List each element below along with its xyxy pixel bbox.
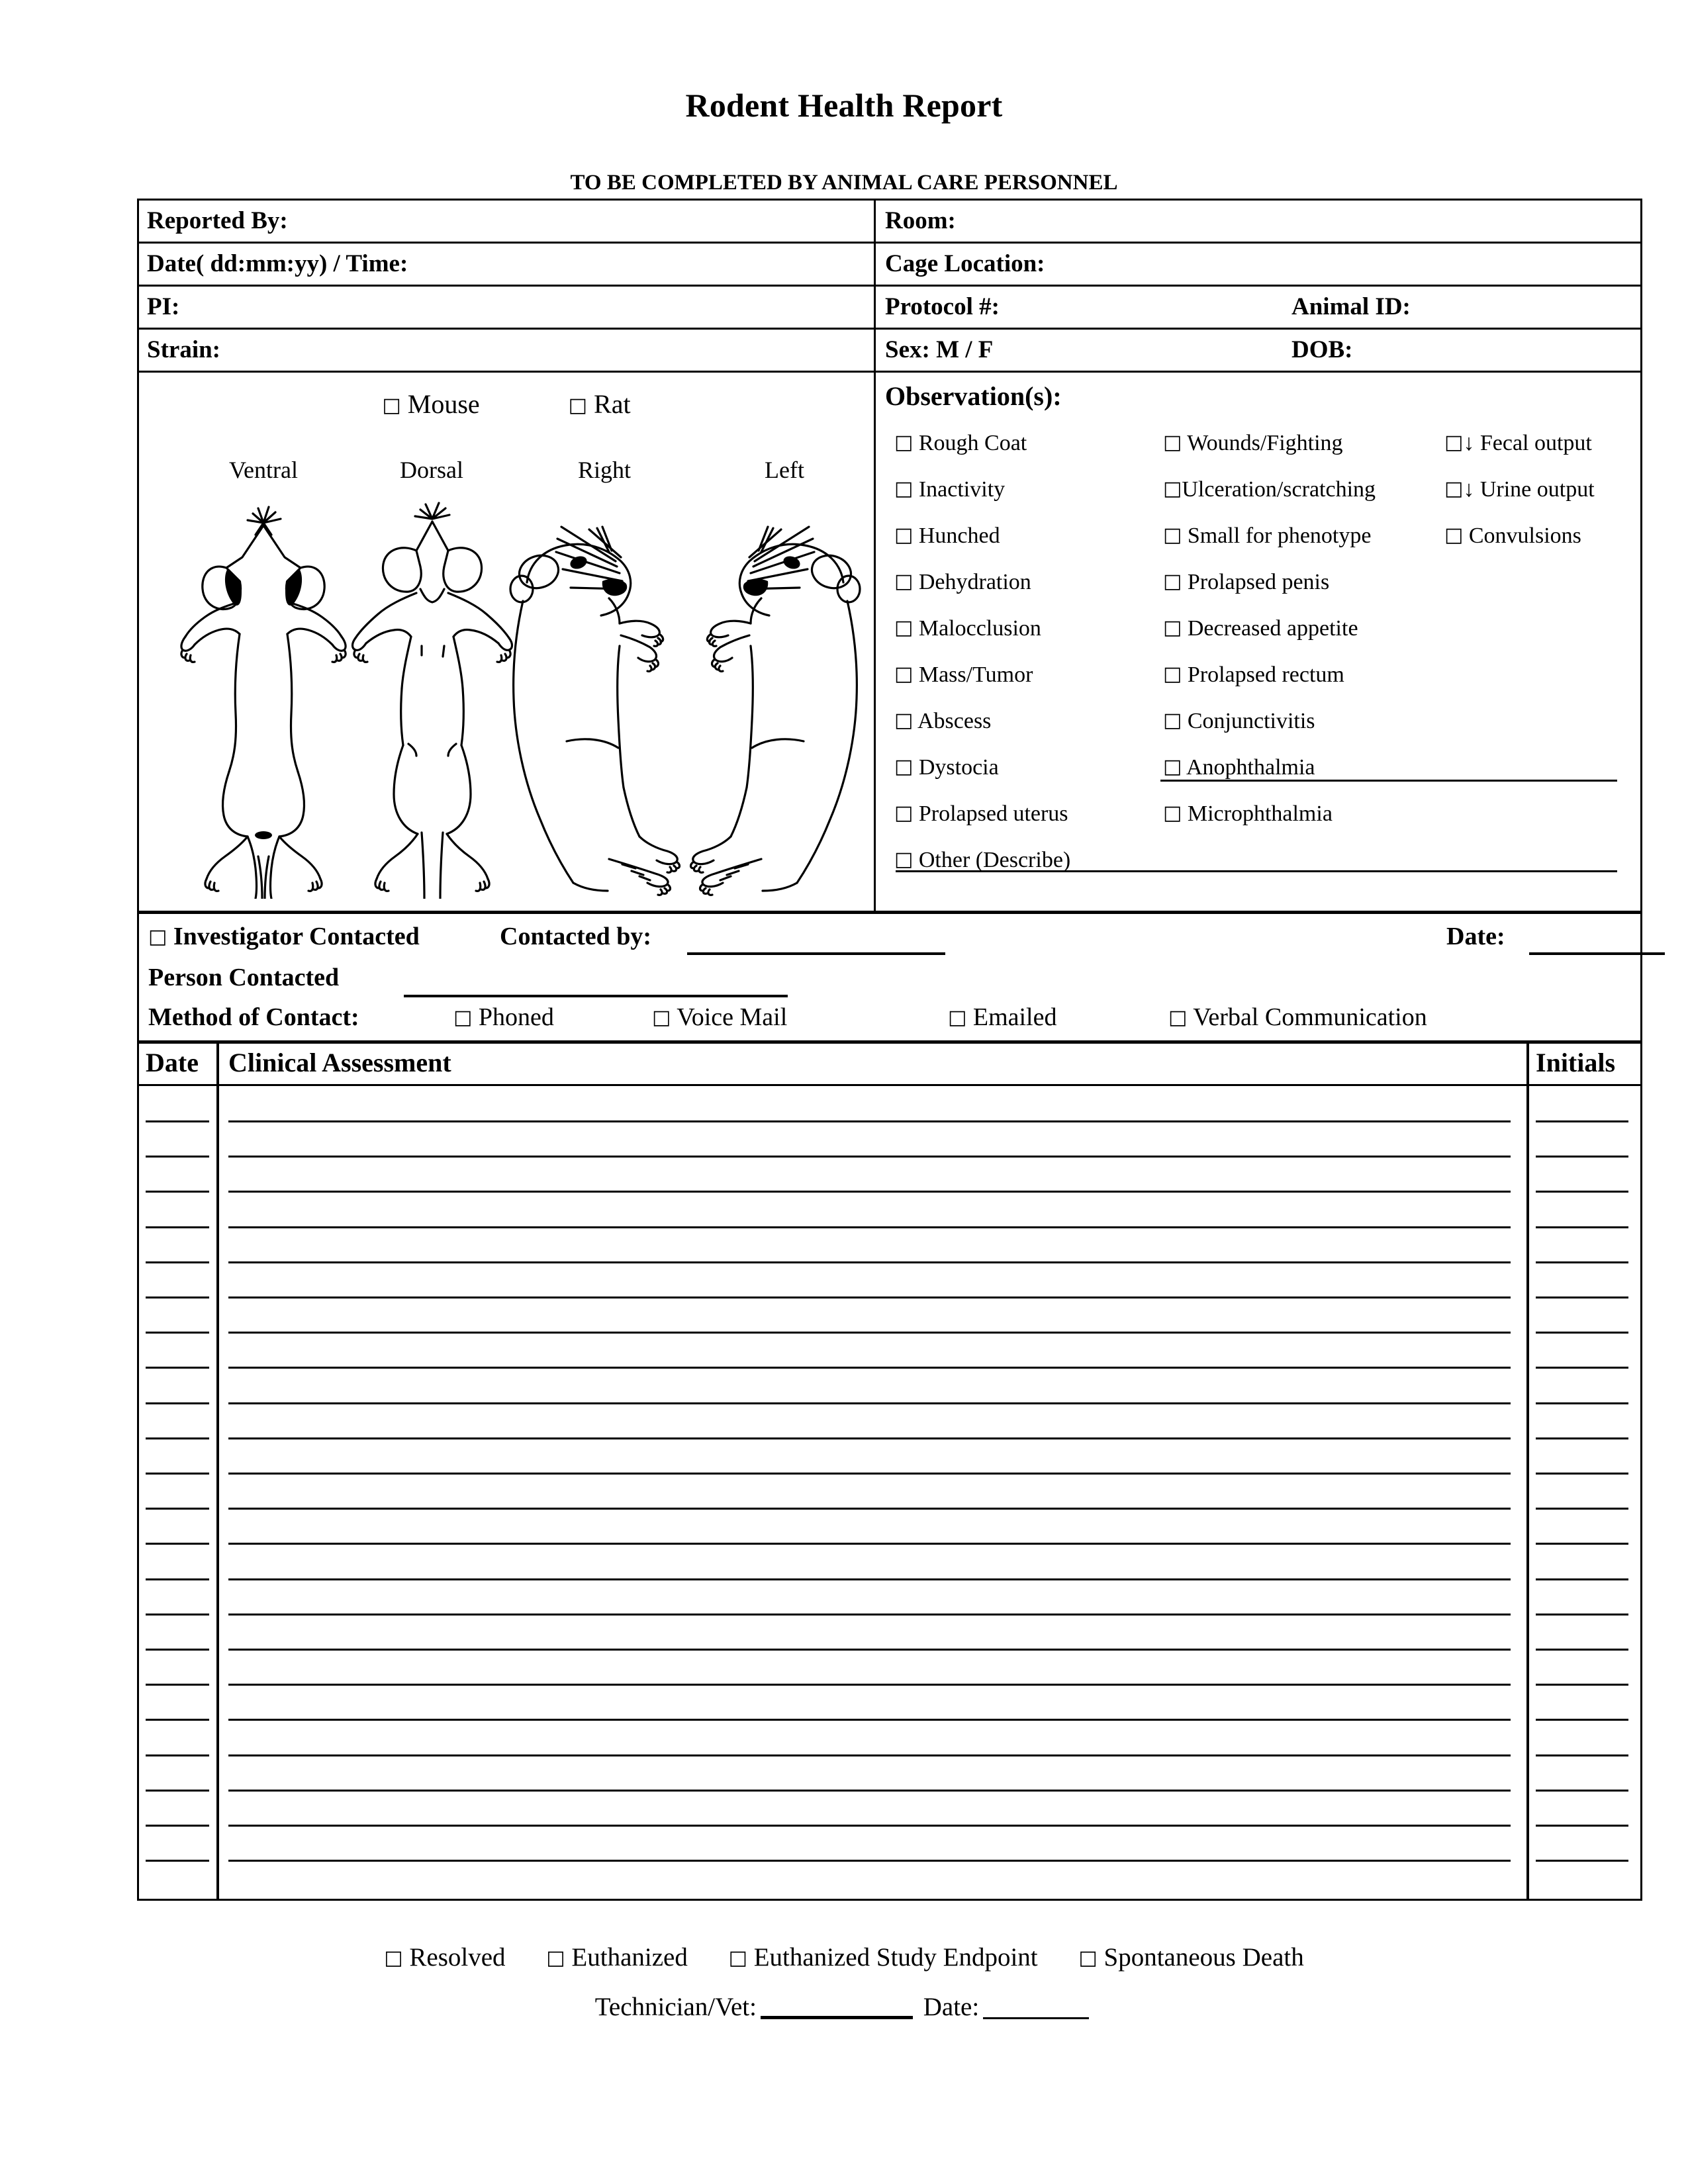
assessment-date-line[interactable] xyxy=(146,1473,209,1475)
outcome-option-euthanized-label: Euthanized xyxy=(571,1943,688,1972)
assessment-date-line[interactable] xyxy=(146,1790,209,1792)
field-label-sex[interactable] xyxy=(876,330,1640,371)
checkbox-icon[interactable]: □ xyxy=(894,570,914,593)
observation-ulceration-scratching[interactable] xyxy=(1163,478,1376,501)
assessment-initials-line[interactable] xyxy=(1536,1473,1628,1475)
observation-dehydration[interactable] xyxy=(894,571,1031,594)
column-header-initials: Initials xyxy=(1536,1048,1616,1077)
assessment-clinical-line[interactable] xyxy=(228,1367,1511,1369)
assessment-clinical-line[interactable] xyxy=(228,1473,1511,1475)
rodent-diagram-panel xyxy=(139,373,876,911)
rodent-right-lateral-view xyxy=(510,527,680,895)
column-header-date: Date xyxy=(139,1044,219,1084)
assessment-date-line[interactable] xyxy=(146,1754,209,1756)
assessment-date-line[interactable] xyxy=(146,1825,209,1827)
observation-malocclusion[interactable] xyxy=(894,617,1041,640)
observation-prolapsed-rectum[interactable] xyxy=(1163,664,1344,686)
assessment-initials-line[interactable] xyxy=(1536,1120,1628,1122)
technician-vet-label: Technician/Vet: xyxy=(594,1993,757,2021)
outcome-option-resolved-label: Resolved xyxy=(409,1943,506,1972)
assessment-table-body xyxy=(139,1086,1640,1899)
observation-small-for-phenotype-label: Small for phenotype xyxy=(1187,523,1372,548)
assessment-date-line[interactable] xyxy=(146,1191,209,1193)
observation-other[interactable] xyxy=(894,849,1070,872)
rodent-dorsal-view xyxy=(353,503,512,899)
info-row-strain xyxy=(139,330,1640,373)
observation-decreased-fecal-output[interactable] xyxy=(1444,432,1592,455)
outcome-options xyxy=(0,1942,1688,1972)
checkbox-icon[interactable]: □ xyxy=(1163,477,1182,500)
checkbox-icon[interactable]: □ xyxy=(728,1946,747,1970)
method-option-emailed-label: Emailed xyxy=(972,1003,1057,1031)
assessment-initials-line[interactable] xyxy=(1536,1367,1628,1369)
assessment-clinical-line[interactable] xyxy=(228,1719,1511,1721)
assessment-initials-line[interactable] xyxy=(1536,1649,1628,1651)
footer-date-input-line[interactable] xyxy=(983,2017,1089,2019)
checkbox-icon[interactable]: □ xyxy=(894,477,914,500)
observations-grid xyxy=(885,418,1640,872)
outcome-option-resolved[interactable] xyxy=(384,1943,505,1972)
checkbox-icon[interactable]: □ xyxy=(1163,709,1182,732)
assessment-table-header xyxy=(139,1044,1640,1086)
column-header-clinical-assessment: Clinical Assessment xyxy=(219,1044,1529,1084)
observation-rough-coat-label: Rough Coat xyxy=(918,431,1027,455)
observations-heading: Observation(s): xyxy=(885,381,1062,411)
checkbox-icon[interactable]: □ xyxy=(568,394,588,417)
assessment-initials-line[interactable] xyxy=(1536,1226,1628,1228)
assessment-clinical-line[interactable] xyxy=(228,1332,1511,1334)
assessment-date-line[interactable] xyxy=(146,1649,209,1651)
method-option-phoned[interactable] xyxy=(453,1003,554,1032)
investigator-contacted-checkbox-item[interactable] xyxy=(148,922,420,951)
observation-decreased-urine-output-label: ↓ Urine output xyxy=(1463,477,1595,502)
assessment-date-line[interactable] xyxy=(146,1332,209,1334)
outcome-option-euthanized-study-endpoint[interactable] xyxy=(729,1943,1038,1972)
species-selector xyxy=(139,388,874,420)
checkbox-icon[interactable]: □ xyxy=(894,431,914,454)
observation-dehydration-label: Dehydration xyxy=(918,570,1031,594)
observation-hunched[interactable] xyxy=(894,525,1000,547)
field-label-animal-id: Animal ID: xyxy=(1291,293,1411,320)
observation-other-write-line-1[interactable] xyxy=(1160,780,1617,782)
field-label-room[interactable] xyxy=(876,201,1640,242)
assessment-clinical-line[interactable] xyxy=(228,1120,1511,1122)
checkbox-icon[interactable]: □ xyxy=(894,662,914,686)
method-option-verbal-communication[interactable] xyxy=(1168,1003,1427,1032)
field-label-reported-by[interactable]: Reported By: xyxy=(139,201,876,242)
method-option-phoned-label: Phoned xyxy=(478,1003,554,1031)
assessment-initials-line[interactable] xyxy=(1536,1719,1628,1721)
assessment-clinical-line[interactable] xyxy=(228,1825,1511,1827)
observation-convulsions[interactable] xyxy=(1444,525,1581,547)
field-label-date-time[interactable]: Date( dd:mm:yy) / Time: xyxy=(139,244,876,285)
assessment-date-line[interactable] xyxy=(146,1297,209,1298)
form-frame xyxy=(137,199,1642,1901)
observation-rough-coat[interactable] xyxy=(894,432,1027,455)
observation-microphthalmia-label: Microphthalmia xyxy=(1187,801,1333,826)
outcome-option-spontaneous-death[interactable] xyxy=(1078,1943,1303,1972)
assessment-date-line[interactable] xyxy=(146,1719,209,1721)
assessment-clinical-line[interactable] xyxy=(228,1261,1511,1263)
observation-dystocia[interactable] xyxy=(894,756,999,779)
assessment-date-line[interactable] xyxy=(146,1508,209,1510)
species-option-mouse[interactable] xyxy=(382,389,479,419)
assessment-initials-line[interactable] xyxy=(1536,1684,1628,1686)
species-option-rat[interactable] xyxy=(569,389,631,419)
observation-small-for-phenotype[interactable] xyxy=(1163,525,1371,547)
checkbox-icon[interactable]: □ xyxy=(1444,477,1464,500)
person-contacted-label: Person Contacted xyxy=(148,964,340,991)
info-row-reported-by xyxy=(139,201,1640,244)
field-label-protocol-text: Protocol #: xyxy=(885,293,1000,320)
assessment-clinical-line[interactable] xyxy=(228,1402,1511,1404)
checkbox-icon[interactable]: □ xyxy=(453,1006,473,1029)
field-label-cage-location[interactable] xyxy=(876,244,1640,285)
assessment-date-line[interactable] xyxy=(146,1578,209,1580)
assessment-initials-line[interactable] xyxy=(1536,1825,1628,1827)
observation-inactivity-label: Inactivity xyxy=(918,477,1006,502)
contacted-by-input-line[interactable] xyxy=(687,952,945,955)
observation-anophthalmia-label: Anophthalmia xyxy=(1186,755,1315,780)
checkbox-icon[interactable]: □ xyxy=(1163,570,1182,593)
observation-decreased-appetite[interactable] xyxy=(1163,617,1358,640)
assessment-clinical-line[interactable] xyxy=(228,1543,1511,1545)
checkbox-icon[interactable]: □ xyxy=(894,523,914,547)
assessment-clinical-line[interactable] xyxy=(228,1191,1511,1193)
assessment-date-line[interactable] xyxy=(146,1614,209,1615)
checkbox-icon[interactable]: □ xyxy=(948,1006,967,1029)
assessment-clinical-line[interactable] xyxy=(228,1649,1511,1651)
checkbox-icon[interactable]: □ xyxy=(894,755,914,778)
observation-prolapsed-uterus[interactable] xyxy=(894,803,1068,825)
observation-other-label: Other (Describe) xyxy=(918,848,1071,872)
observation-decreased-urine-output[interactable] xyxy=(1444,478,1595,501)
assessment-initials-line[interactable] xyxy=(1536,1508,1628,1510)
field-label-strain[interactable]: Strain: xyxy=(139,330,876,371)
assessment-initials-line[interactable] xyxy=(1536,1297,1628,1298)
contacted-by-label: Contacted by: xyxy=(500,923,652,950)
assessment-initials-line[interactable] xyxy=(1536,1754,1628,1756)
checkbox-icon[interactable]: □ xyxy=(894,709,914,732)
page-title: Rodent Health Report xyxy=(685,87,1003,124)
observation-decreased-fecal-output-label: ↓ Fecal output xyxy=(1463,431,1592,455)
investigator-contacted-label: Investigator Contacted xyxy=(173,923,420,950)
checkbox-icon[interactable]: □ xyxy=(652,1006,671,1029)
method-option-voice-mail-label: Voice Mail xyxy=(677,1003,788,1031)
footer-date-label: Date: xyxy=(923,1993,980,2021)
outcome-option-euthanized-study-endpoint-label: Euthanized Study Endpoint xyxy=(753,1943,1038,1972)
checkbox-icon[interactable]: □ xyxy=(1163,801,1182,825)
assessment-initials-line[interactable] xyxy=(1536,1860,1628,1862)
assessment-clinical-line[interactable] xyxy=(228,1437,1511,1439)
observation-prolapsed-penis[interactable] xyxy=(1163,571,1329,594)
assessment-date-line[interactable] xyxy=(146,1402,209,1404)
assessment-initials-line[interactable] xyxy=(1536,1402,1628,1404)
person-contacted-input-line[interactable] xyxy=(404,995,788,997)
observation-mass-tumor-label: Mass/Tumor xyxy=(918,662,1033,687)
view-labels xyxy=(139,456,874,489)
field-label-dob: DOB: xyxy=(1291,336,1353,363)
checkbox-icon[interactable]: □ xyxy=(546,1946,565,1970)
assessment-initials-column[interactable] xyxy=(1529,1086,1640,1899)
assessment-clinical-column[interactable] xyxy=(219,1086,1529,1899)
checkbox-icon[interactable]: □ xyxy=(382,394,401,417)
assessment-clinical-line[interactable] xyxy=(228,1790,1511,1792)
checkbox-icon[interactable]: □ xyxy=(384,1946,403,1970)
investigator-contact-section xyxy=(139,914,1640,1044)
view-label-right: Right xyxy=(577,457,632,483)
checkbox-icon[interactable]: □ xyxy=(1163,616,1182,639)
checkbox-icon[interactable]: □ xyxy=(894,848,914,871)
observation-dystocia-label: Dystocia xyxy=(918,755,999,780)
checkbox-icon[interactable]: □ xyxy=(1163,431,1182,454)
observation-decreased-appetite-label: Decreased appetite xyxy=(1187,616,1358,641)
observation-wounds-fighting-label: Wounds/Fighting xyxy=(1187,431,1343,455)
field-label-protocol[interactable] xyxy=(876,287,1640,328)
checkbox-icon[interactable]: □ xyxy=(1078,1946,1098,1970)
assessment-clinical-line[interactable] xyxy=(228,1156,1511,1158)
outcome-option-euthanized[interactable] xyxy=(546,1943,688,1972)
checkbox-icon[interactable]: □ xyxy=(1444,431,1464,454)
info-row-pi xyxy=(139,287,1640,330)
assessment-date-line[interactable] xyxy=(146,1261,209,1263)
contact-date-label: Date: xyxy=(1446,923,1505,950)
field-label-room-text: Room: xyxy=(885,207,956,234)
observation-mass-tumor[interactable] xyxy=(894,664,1033,686)
species-option-rat-label: Rat xyxy=(594,389,631,419)
field-label-sex-text: Sex: M / F xyxy=(885,336,994,363)
observation-prolapsed-uterus-label: Prolapsed uterus xyxy=(918,801,1068,826)
assessment-initials-line[interactable] xyxy=(1536,1437,1628,1439)
view-label-dorsal: Dorsal xyxy=(400,457,463,483)
observation-abscess-label: Abscess xyxy=(917,709,992,733)
assessment-clinical-line[interactable] xyxy=(228,1614,1511,1615)
method-of-contact-label: Method of Contact: xyxy=(148,1003,359,1031)
observation-malocclusion-label: Malocclusion xyxy=(918,616,1041,641)
contact-date-input-line[interactable] xyxy=(1529,952,1665,955)
method-option-voice-mail[interactable] xyxy=(652,1003,787,1032)
technician-vet-input-line[interactable] xyxy=(761,2016,913,2019)
observation-hunched-label: Hunched xyxy=(918,523,1000,548)
assessment-date-line[interactable] xyxy=(146,1860,209,1862)
observations-panel xyxy=(876,373,1640,911)
assessment-date-line[interactable] xyxy=(146,1543,209,1545)
field-label-cage-location-text: Cage Location: xyxy=(885,250,1045,277)
assessment-date-line[interactable] xyxy=(146,1156,209,1158)
rodent-body-map-illustration xyxy=(139,488,874,899)
observation-convulsions-label: Convulsions xyxy=(1468,523,1581,548)
assessment-date-line[interactable] xyxy=(146,1226,209,1228)
observation-conjunctivitis[interactable] xyxy=(1163,710,1315,733)
assessment-date-line[interactable] xyxy=(146,1120,209,1122)
view-label-left: Left xyxy=(765,457,804,483)
checkbox-icon[interactable]: □ xyxy=(1163,755,1182,778)
observation-conjunctivitis-label: Conjunctivitis xyxy=(1187,709,1315,733)
assessment-initials-line[interactable] xyxy=(1536,1790,1628,1792)
assessment-date-line[interactable] xyxy=(146,1367,209,1369)
observation-wounds-fighting[interactable] xyxy=(1163,432,1343,455)
observation-inactivity[interactable] xyxy=(894,478,1005,501)
assessment-initials-line[interactable] xyxy=(1536,1156,1628,1158)
assessment-clinical-line[interactable] xyxy=(228,1578,1511,1580)
assessment-initials-line[interactable] xyxy=(1536,1614,1628,1615)
species-option-mouse-label: Mouse xyxy=(407,389,480,419)
assessment-clinical-line[interactable] xyxy=(228,1684,1511,1686)
rodent-ventral-view xyxy=(181,507,346,899)
observation-anophthalmia[interactable] xyxy=(1163,756,1315,779)
assessment-clinical-line[interactable] xyxy=(228,1508,1511,1510)
assessment-initials-line[interactable] xyxy=(1536,1191,1628,1193)
assessment-initials-line[interactable] xyxy=(1536,1578,1628,1580)
info-row-date-time xyxy=(139,244,1640,287)
outcome-option-spontaneous-death-label: Spontaneous Death xyxy=(1103,1943,1304,1972)
checkbox-icon[interactable]: □ xyxy=(894,616,914,639)
checkbox-icon[interactable]: □ xyxy=(1163,662,1182,686)
observation-prolapsed-penis-label: Prolapsed penis xyxy=(1187,570,1330,594)
observation-ulceration-scratching-label: Ulceration/scratching xyxy=(1182,477,1376,502)
signature-row xyxy=(0,1992,1688,2022)
rodent-left-lateral-view xyxy=(691,527,861,895)
observation-abscess[interactable] xyxy=(894,710,991,733)
observation-prolapsed-rectum-label: Prolapsed rectum xyxy=(1187,662,1344,687)
observation-microphthalmia[interactable] xyxy=(1163,803,1333,825)
checkbox-icon[interactable]: □ xyxy=(148,925,167,948)
checkbox-icon[interactable]: □ xyxy=(1163,523,1182,547)
assessment-clinical-line[interactable] xyxy=(228,1297,1511,1298)
assessment-date-line[interactable] xyxy=(146,1437,209,1439)
view-label-ventral: Ventral xyxy=(229,457,298,483)
assessment-date-line[interactable] xyxy=(146,1684,209,1686)
page-subtitle: TO BE COMPLETED BY ANIMAL CARE PERSONNEL xyxy=(570,171,1118,195)
field-label-pi[interactable]: PI: xyxy=(139,287,876,328)
assessment-clinical-line[interactable] xyxy=(228,1226,1511,1228)
body-split xyxy=(139,373,1640,914)
observation-other-write-line-2[interactable] xyxy=(896,870,1617,872)
assessment-initials-line[interactable] xyxy=(1536,1543,1628,1545)
checkbox-icon[interactable]: □ xyxy=(1168,1006,1188,1029)
assessment-initials-line[interactable] xyxy=(1536,1332,1628,1334)
assessment-clinical-line[interactable] xyxy=(228,1860,1511,1862)
method-option-emailed[interactable] xyxy=(948,1003,1056,1032)
checkbox-icon[interactable]: □ xyxy=(894,801,914,825)
assessment-clinical-line[interactable] xyxy=(228,1754,1511,1756)
checkbox-icon[interactable]: □ xyxy=(1444,523,1464,547)
assessment-date-column[interactable] xyxy=(139,1086,219,1899)
method-option-verbal-communication-label: Verbal Communication xyxy=(1193,1003,1427,1031)
assessment-initials-line[interactable] xyxy=(1536,1261,1628,1263)
